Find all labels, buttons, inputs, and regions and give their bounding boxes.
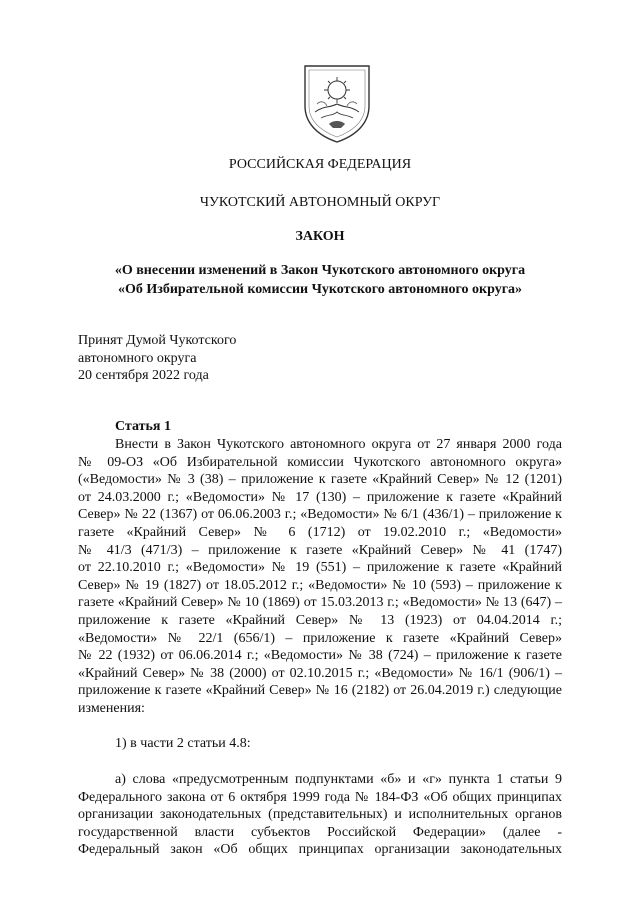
paragraph-line: изменения:	[78, 700, 145, 716]
paragraph-line: газете «Крайний Север» № 10 (1869) от 15.03.2013 г.; «Ведомости» № 13 (647) –	[78, 595, 562, 611]
subitem-line: а) слова «предусмотренным подпунктами «б» и «г» пункта 1 статьи 9	[115, 772, 562, 787]
law-title-line-1: «О внесении изменений в Закон Чукотского автономного округа	[114, 263, 526, 278]
adoption-block	[78, 332, 236, 385]
adoption-line-3: 20 сентября 2022 года	[78, 368, 209, 384]
coat-of-arms-emblem	[299, 60, 375, 144]
paragraph-line: «Крайний Север» № 38 (2000) от 02.10.2015 г.; «Ведомости» № 16/1 (906/1) –	[78, 665, 562, 681]
adoption-line-2: автономного округа	[78, 350, 197, 366]
paragraph-line: «Ведомости» № 22/1 (656/1) – приложение к газете «Крайний Север»	[78, 630, 562, 646]
paragraph-line: Внести в Закон Чукотского автономного округа от 27 января 2000 года	[115, 437, 562, 452]
item-1-text: 1) в части 2 статьи 4.8:	[115, 736, 251, 751]
paragraph-line: от 22.10.2010 г.; «Ведомости» № 19 (551) – приложение к газете «Крайний	[78, 560, 562, 576]
item-1	[78, 735, 562, 753]
article-paragraph	[78, 436, 562, 718]
subitem-line: государственной власти субъектов Российской Федерации» (далее -	[78, 824, 562, 840]
law-title-line-2: «Об Избирательной комиссии Чукотского автономного округа»	[117, 282, 523, 297]
subitem-line: Федеральный закон «Об общих принципах организации законодательных	[78, 842, 562, 858]
region-heading: ЧУКОТСКИЙ АВТОНОМНЫЙ ОКРУГ	[199, 195, 441, 210]
adoption-line-1: Принят Думой Чукотского	[78, 333, 237, 348]
paragraph-line: Север» № 19 (1827) от 18.05.2012 г.; «Ведомости» № 10 (593) – приложение к	[78, 577, 562, 593]
doc-type-heading: ЗАКОН	[295, 229, 345, 244]
paragraph-line: № 09-ОЗ «Об Избирательной комиссии Чукотского автономного округа»	[78, 454, 562, 470]
subitem-a	[78, 771, 562, 859]
subitem-line: организации законодательных (представительных) и исполнительных органов	[78, 807, 562, 823]
paragraph-line: приложение к газете «Крайний Север» № 16 (2182) от 26.04.2019 г.) следующие	[78, 683, 562, 699]
subitem-line: Федерального закона от 6 октября 1999 года № 184-ФЗ «Об общих принципах	[78, 789, 562, 805]
article-heading: Статья 1	[115, 419, 171, 434]
country-heading: РОССИЙСКАЯ ФЕДЕРАЦИЯ	[228, 157, 412, 172]
paragraph-line: № 41/3 (471/3) – приложение к газете «Крайний Север» № 41 (1747)	[78, 542, 562, 558]
paragraph-line: от 24.03.2000 г.; «Ведомости» № 17 (130) – приложение к газете «Крайний	[78, 489, 562, 505]
paragraph-line: Север» № 22 (1367) от 06.06.2003 г.; «Ведомости» № 6/1 (436/1) – приложение к	[78, 507, 562, 523]
emblem-shield-icon	[299, 60, 375, 144]
paragraph-line: («Ведомости» № 3 (38) – приложение к газете «Крайний Север» № 12 (1201)	[78, 472, 562, 488]
paragraph-line: № 22 (1932) от 06.06.2014 г.; «Ведомости» № 38 (724) – приложение к газете	[78, 648, 562, 664]
paragraph-line: газете «Крайний Север» № 6 (1712) от 19.02.2010 г.; «Ведомости»	[78, 524, 562, 540]
paragraph-line: приложение к газете «Крайний Север» № 13 (1923) от 04.04.2014 г.;	[78, 612, 562, 628]
